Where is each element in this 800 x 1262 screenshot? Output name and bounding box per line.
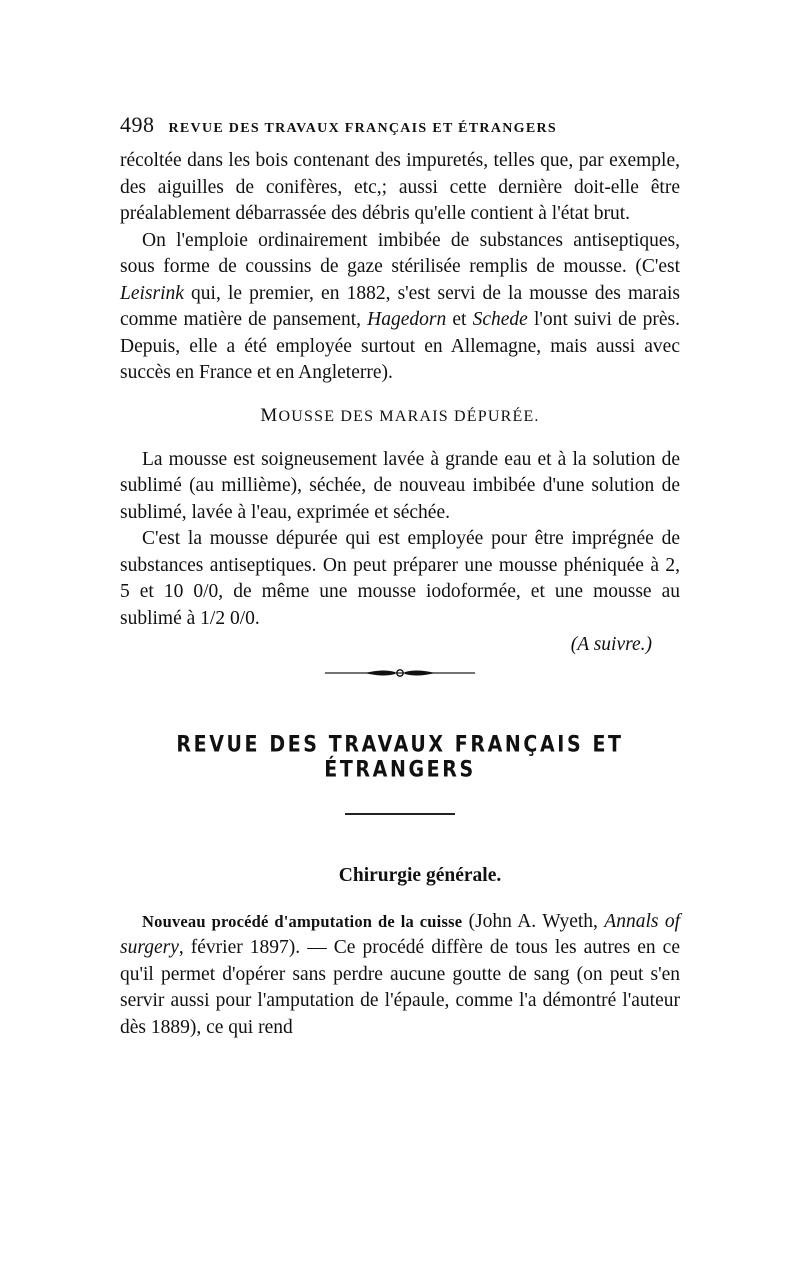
author-name: Hagedorn: [367, 309, 447, 330]
journal-name: Annals of surgery: [120, 910, 680, 958]
paragraph-1: récoltée dans les bois contenant des impuretés, telles que, par exemple, des aiguilles de conifères, etc,; aussi cette dernière doit-elle être préalablement débarrassée des débris qu'elle contient à l'état brut.: [120, 150, 680, 224]
section-title: REVUE DES TRAVAUX FRANÇAIS ET ÉTRANGERS: [176, 731, 624, 782]
fleuron-ornament: [120, 667, 680, 679]
running-title: REVUE DES TRAVAUX FRANÇAIS ET ÉTRANGERS: [168, 121, 557, 136]
text-span: qui, le premier, en 1882, s'est servi de la mousse des marais comme matière de pansement,: [120, 282, 680, 330]
author-name: Leisrink: [120, 282, 184, 304]
subsection-title: Chirurgie générale.: [338, 864, 502, 886]
subheading-initial: M: [260, 404, 279, 426]
page: [120, 112, 680, 1041]
page-number: 498: [120, 112, 155, 137]
text-span: , février 1897). — Ce procédé diffère de tous les autres en ce qu'il permet d'opérer sans perdre aucune goutte de sang (on peut s'en servir aussi pour l'amputation de l'épaule, comme l'a démontré l'auteur dès 1889), ce qui rend: [120, 937, 680, 1038]
paragraph-4: C'est la mousse dépurée qui est employée pour être imprégnée de substances antiseptiques. On peut préparer une mousse phéniquée à 2, 5 et 10 0/0, de même une mousse iodoformée, et une mousse au sublimé à 1/2 0/0.: [120, 528, 680, 629]
subheading-rest: OUSSE DES MARAIS DÉPURÉE.: [278, 407, 540, 425]
article-title: Nouveau procédé d'amputation de la cuisse: [142, 911, 463, 931]
to-be-continued: (A suivre.): [570, 634, 652, 655]
divider-rule: [345, 813, 455, 815]
paragraph-3: La mousse est soigneusement lavée à grande eau et à la solution de sublimé (au millième), séchée, de nouveau imbibée d'une solution de sublimé, lavée à l'eau, exprimée et séchée.: [120, 448, 680, 523]
text-span: (John A. Wyeth,: [462, 910, 605, 932]
running-header: [120, 112, 680, 138]
paragraph-2: [120, 228, 680, 387]
text-span: l'ont suivi de près. Depuis, elle a été employée surtout en Allemagne, mais aussi avec succès en France et en Angleterre).: [120, 309, 681, 383]
author-name: Schede: [472, 309, 528, 330]
text-span: et: [446, 309, 473, 330]
subheading: [120, 405, 680, 427]
text-span: On l'emploie ordinairement imbibée de substances antiseptiques, sous forme de coussins de gaze stérilisée remplis de mousse. (C'est: [120, 229, 680, 277]
ornament-rule-icon: [325, 667, 475, 679]
article-paragraph: [120, 909, 680, 1042]
